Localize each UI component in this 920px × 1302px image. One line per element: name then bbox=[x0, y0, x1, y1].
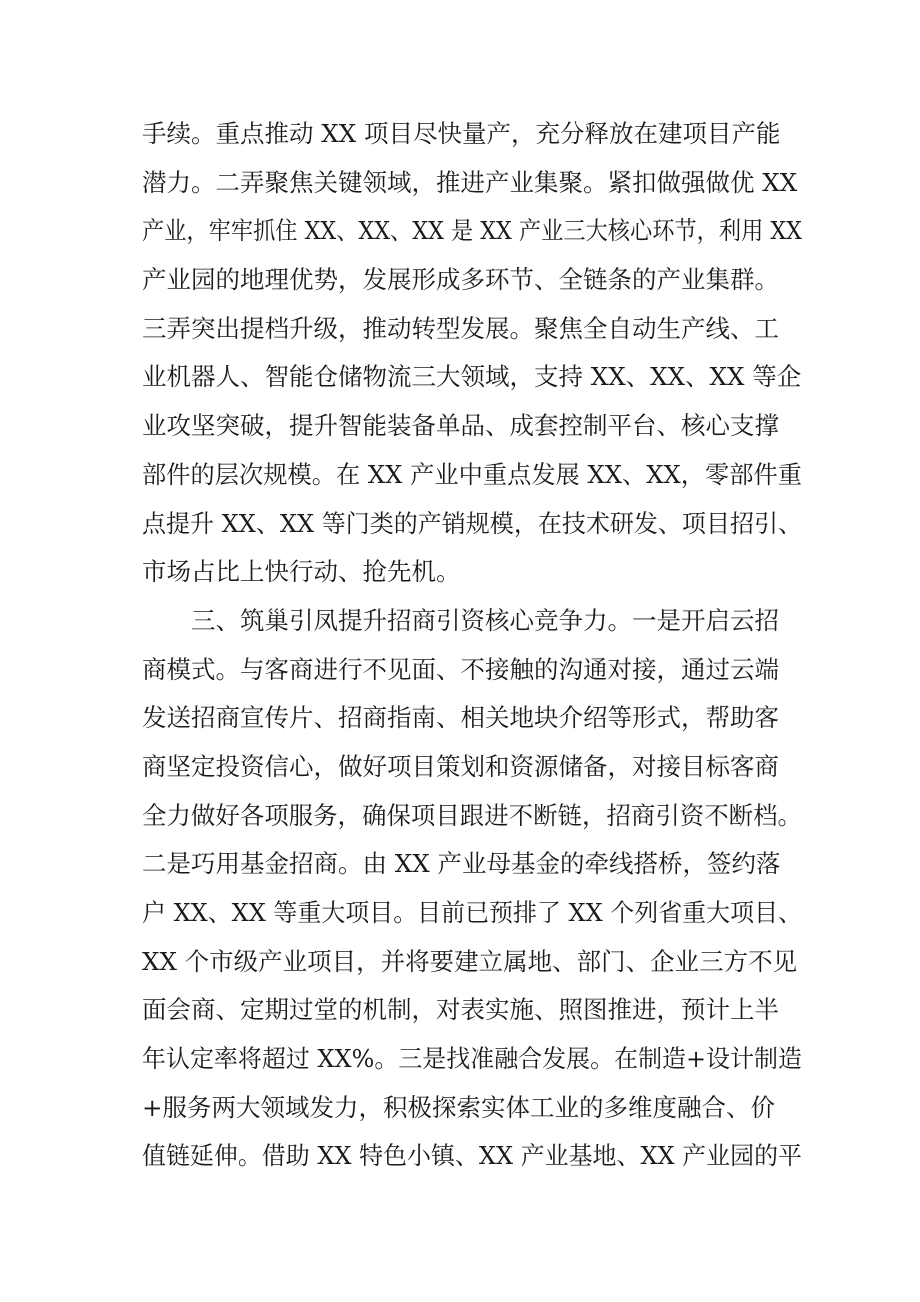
text-line: XX 个市级产业项目，并将要建立属地、部门、企业三方不见 bbox=[142, 946, 798, 976]
text-line: 手续。重点推动 XX 项目尽快量产，充分释放在建项目产能 bbox=[142, 119, 781, 148]
text-line: 潜力。二弄聚焦关键领域，推进产业集聚。紧扣做强做优 XX bbox=[142, 167, 798, 197]
body-text bbox=[142, 110, 802, 1181]
text-line: 产业，牢牢抓住 XX、XX、XX 是 XX 产业三大核心环节，利用 XX bbox=[142, 216, 802, 246]
text-line: 全力做好各项服务，确保项目跟进不断链，招商引资不断档。 bbox=[142, 800, 802, 830]
text-line: +服务两大领域发力，积极探索实体工业的多维度融合、价 bbox=[142, 1092, 776, 1122]
section-heading-line: 三、筑巢引凤提升招商引资核心竞争力。一是开启云招 bbox=[191, 605, 779, 635]
text-line: 户 XX、XX 等重大项目。目前已预排了 XX 个列省重大项目、 bbox=[142, 898, 802, 927]
text-line: 业攻坚突破，提升智能装备单品、成套控制平台、核心支撑 bbox=[142, 411, 779, 441]
text-line: 商模式。与客商进行不见面、不接触的沟通对接，通过云端 bbox=[142, 654, 779, 684]
text-line: 值链延伸。借助 XX 特色小镇、XX 产业基地、XX 产业园的平 bbox=[142, 1141, 802, 1171]
text-line: 部件的层次规模。在 XX 产业中重点发展 XX、XX，零部件重 bbox=[142, 459, 802, 489]
text-line: 点提升 XX、XX 等门类的产销规模，在技术研发、项目招引、 bbox=[142, 508, 802, 538]
text-line: 产业园的地理优势，发展形成多环节、全链条的产业集群。 bbox=[142, 265, 779, 295]
text-line: 面会商、定期过堂的机制，对表实施、照图推进，预计上半 bbox=[142, 995, 779, 1025]
text-line: 市场占比上快行动、抢先机。 bbox=[142, 557, 461, 587]
text-line: 年认定率将超过 XX%。三是找准融合发展。在制造+设计制造 bbox=[142, 1044, 802, 1074]
text-line: 发送招商宣传片、招商指南、相关地块介绍等形式，帮助客 bbox=[142, 703, 779, 733]
text-line: 业机器人、智能仓储物流三大领域，支持 XX、XX、XX 等企 bbox=[142, 362, 802, 392]
text-line: 二是巧用基金招商。由 XX 产业母基金的牵线搭桥，签约落 bbox=[142, 849, 781, 879]
text-line: 商坚定投资信心，做好项目策划和资源储备，对接目标客商 bbox=[142, 751, 779, 781]
text-line: 三弄突出提档升级，推动转型发展。聚焦全自动生产线、工 bbox=[142, 313, 779, 343]
